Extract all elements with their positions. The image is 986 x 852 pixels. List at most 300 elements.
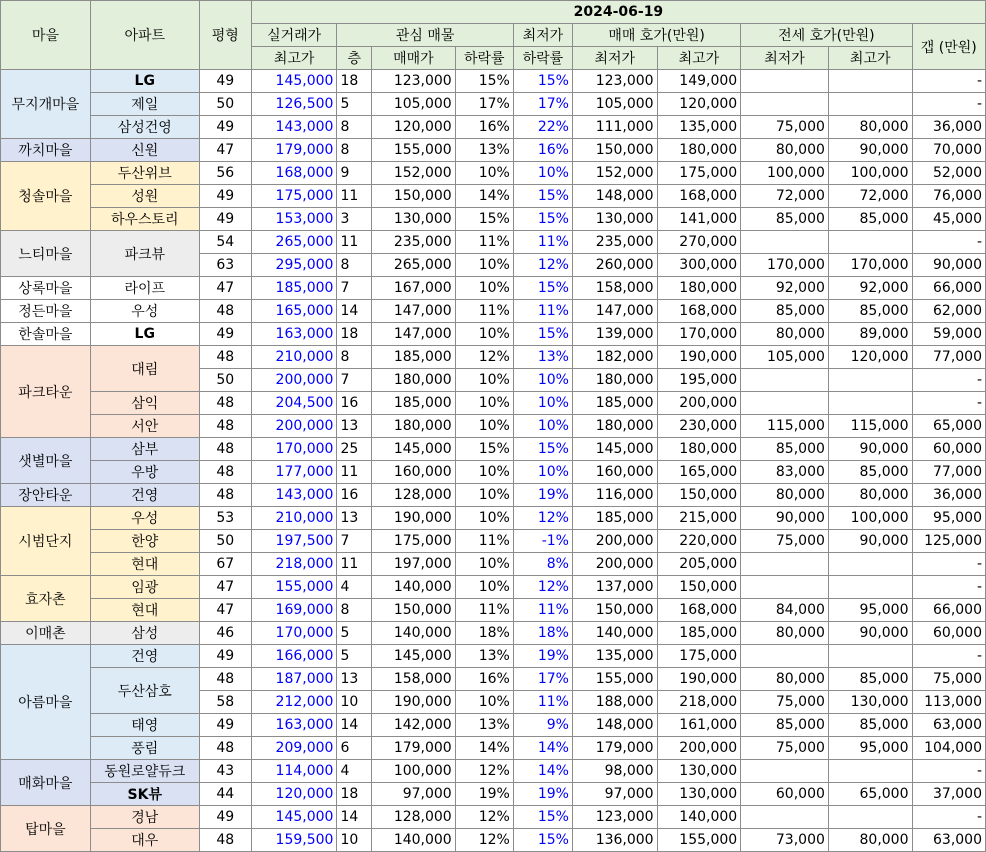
- header-sale-quote: 매매 호가(만원): [572, 24, 740, 47]
- village-cell: 무지개마을: [1, 70, 91, 139]
- drop-rate-cell: 10%: [455, 484, 513, 507]
- table-row: [1, 139, 986, 162]
- table-row: [1, 737, 986, 760]
- sale-max-cell: 150,000: [657, 484, 741, 507]
- sale-min-cell: 111,000: [572, 116, 657, 139]
- min-drop-rate-cell: 14%: [513, 760, 572, 783]
- sale-max-cell: 130,000: [657, 783, 741, 806]
- sale-price-cell: 167,000: [372, 277, 456, 300]
- sale-min-cell: 136,000: [572, 829, 657, 852]
- floor-cell: 5: [337, 622, 372, 645]
- gap-cell: 77,000: [912, 461, 986, 484]
- jeonse-min-cell: [741, 576, 829, 599]
- sale-price-cell: 180,000: [372, 369, 456, 392]
- min-drop-rate-cell: 16%: [513, 139, 572, 162]
- sale-max-cell: 200,000: [657, 392, 741, 415]
- jeonse-min-cell: [741, 806, 829, 829]
- sale-max-cell: 215,000: [657, 507, 741, 530]
- jeonse-min-cell: 115,000: [741, 415, 829, 438]
- jeonse-min-cell: 100,000: [741, 162, 829, 185]
- drop-rate-cell: 17%: [455, 93, 513, 116]
- apartment-cell: 두산삼호: [90, 668, 199, 714]
- apartment-cell: LG: [90, 70, 199, 93]
- village-cell: 상록마을: [1, 277, 91, 300]
- sale-max-cell: 140,000: [657, 806, 741, 829]
- drop-rate-cell: 11%: [455, 599, 513, 622]
- floor-cell: 7: [337, 277, 372, 300]
- pyeong-cell: 48: [199, 438, 251, 461]
- actual-high-cell: 120,000: [251, 783, 337, 806]
- gap-cell: -: [912, 70, 986, 93]
- drop-rate-cell: 10%: [455, 254, 513, 277]
- actual-high-cell: 170,000: [251, 622, 337, 645]
- pyeong-cell: 63: [199, 254, 251, 277]
- jeonse-max-cell: 65,000: [828, 783, 912, 806]
- sale-max-cell: 175,000: [657, 645, 741, 668]
- jeonse-max-cell: [828, 93, 912, 116]
- pyeong-cell: 49: [199, 645, 251, 668]
- table-row: [1, 231, 986, 254]
- header-jeonse-max: 최고가: [828, 47, 912, 70]
- jeonse-max-cell: 85,000: [828, 714, 912, 737]
- sale-price-cell: 190,000: [372, 691, 456, 714]
- sale-price-cell: 145,000: [372, 645, 456, 668]
- min-drop-rate-cell: 10%: [513, 369, 572, 392]
- floor-cell: 13: [337, 415, 372, 438]
- jeonse-max-cell: 85,000: [828, 668, 912, 691]
- jeonse-min-cell: [741, 93, 829, 116]
- jeonse-min-cell: [741, 70, 829, 93]
- floor-cell: 11: [337, 231, 372, 254]
- min-drop-rate-cell: 10%: [513, 162, 572, 185]
- jeonse-max-cell: 72,000: [828, 185, 912, 208]
- village-cell: 아름마을: [1, 645, 91, 760]
- gap-cell: 45,000: [912, 208, 986, 231]
- drop-rate-cell: 10%: [455, 415, 513, 438]
- sale-max-cell: 161,000: [657, 714, 741, 737]
- actual-high-cell: 197,500: [251, 530, 337, 553]
- table-row: [1, 645, 986, 668]
- apartment-cell: 경남: [90, 806, 199, 829]
- min-drop-rate-cell: 22%: [513, 116, 572, 139]
- pyeong-cell: 48: [199, 346, 251, 369]
- actual-high-cell: 170,000: [251, 438, 337, 461]
- sale-price-cell: 140,000: [372, 622, 456, 645]
- drop-rate-cell: 14%: [455, 185, 513, 208]
- gap-cell: 59,000: [912, 323, 986, 346]
- apartment-cell: 우성: [90, 300, 199, 323]
- sale-max-cell: 150,000: [657, 576, 741, 599]
- sale-price-cell: 179,000: [372, 737, 456, 760]
- gap-cell: -: [912, 806, 986, 829]
- drop-rate-cell: 19%: [455, 783, 513, 806]
- jeonse-max-cell: 90,000: [828, 438, 912, 461]
- sale-min-cell: 97,000: [572, 783, 657, 806]
- sale-price-cell: 145,000: [372, 438, 456, 461]
- jeonse-max-cell: [828, 231, 912, 254]
- sale-min-cell: 180,000: [572, 369, 657, 392]
- actual-high-cell: 218,000: [251, 553, 337, 576]
- table-row: [1, 714, 986, 737]
- gap-cell: 36,000: [912, 116, 986, 139]
- gap-cell: 77,000: [912, 346, 986, 369]
- actual-high-cell: 187,000: [251, 668, 337, 691]
- jeonse-max-cell: [828, 576, 912, 599]
- floor-cell: 5: [337, 93, 372, 116]
- jeonse-min-cell: 92,000: [741, 277, 829, 300]
- jeonse-max-cell: 85,000: [828, 300, 912, 323]
- village-cell: 청솔마을: [1, 162, 91, 231]
- min-drop-rate-cell: 17%: [513, 668, 572, 691]
- sale-min-cell: 148,000: [572, 185, 657, 208]
- sale-price-cell: 265,000: [372, 254, 456, 277]
- gap-cell: 66,000: [912, 599, 986, 622]
- gap-cell: 60,000: [912, 438, 986, 461]
- sale-price-cell: 100,000: [372, 760, 456, 783]
- actual-high-cell: 209,000: [251, 737, 337, 760]
- drop-rate-cell: 11%: [455, 300, 513, 323]
- gap-cell: 63,000: [912, 829, 986, 852]
- floor-cell: 8: [337, 599, 372, 622]
- sale-price-cell: 158,000: [372, 668, 456, 691]
- actual-high-cell: 295,000: [251, 254, 337, 277]
- pyeong-cell: 44: [199, 783, 251, 806]
- pyeong-cell: 48: [199, 484, 251, 507]
- min-drop-rate-cell: 10%: [513, 392, 572, 415]
- drop-rate-cell: 15%: [455, 438, 513, 461]
- apartment-cell: 삼성건영: [90, 116, 199, 139]
- floor-cell: 8: [337, 116, 372, 139]
- header-sale-price: 매매가: [372, 47, 456, 70]
- pyeong-cell: 50: [199, 369, 251, 392]
- actual-high-cell: 175,000: [251, 185, 337, 208]
- sale-max-cell: 120,000: [657, 93, 741, 116]
- actual-high-cell: 163,000: [251, 323, 337, 346]
- jeonse-min-cell: 75,000: [741, 737, 829, 760]
- actual-high-cell: 212,000: [251, 691, 337, 714]
- min-drop-rate-cell: 18%: [513, 622, 572, 645]
- sale-min-cell: 116,000: [572, 484, 657, 507]
- actual-high-cell: 114,000: [251, 760, 337, 783]
- sale-min-cell: 105,000: [572, 93, 657, 116]
- min-drop-rate-cell: 11%: [513, 300, 572, 323]
- pyeong-cell: 47: [199, 576, 251, 599]
- drop-rate-cell: 10%: [455, 277, 513, 300]
- actual-high-cell: 153,000: [251, 208, 337, 231]
- table-row: [1, 530, 986, 553]
- sale-min-cell: 180,000: [572, 415, 657, 438]
- apartment-cell: 건영: [90, 645, 199, 668]
- jeonse-min-cell: 90,000: [741, 507, 829, 530]
- gap-cell: 90,000: [912, 254, 986, 277]
- pyeong-cell: 48: [199, 392, 251, 415]
- pyeong-cell: 48: [199, 737, 251, 760]
- jeonse-max-cell: 120,000: [828, 346, 912, 369]
- apartment-cell: 성원: [90, 185, 199, 208]
- sale-max-cell: 168,000: [657, 300, 741, 323]
- jeonse-max-cell: [828, 553, 912, 576]
- min-drop-rate-cell: 12%: [513, 576, 572, 599]
- gap-cell: -: [912, 93, 986, 116]
- floor-cell: 8: [337, 346, 372, 369]
- table-row: [1, 461, 986, 484]
- table-row: [1, 507, 986, 530]
- drop-rate-cell: 10%: [455, 323, 513, 346]
- min-drop-rate-cell: 13%: [513, 346, 572, 369]
- apartment-cell: 우방: [90, 461, 199, 484]
- table-row: [1, 576, 986, 599]
- jeonse-max-cell: 89,000: [828, 323, 912, 346]
- apartment-cell: 삼익: [90, 392, 199, 415]
- table-row: [1, 415, 986, 438]
- jeonse-max-cell: 85,000: [828, 208, 912, 231]
- table-row: [1, 208, 986, 231]
- floor-cell: 18: [337, 70, 372, 93]
- sale-min-cell: 185,000: [572, 392, 657, 415]
- jeonse-max-cell: 90,000: [828, 139, 912, 162]
- jeonse-min-cell: [741, 645, 829, 668]
- apartment-cell: 제일: [90, 93, 199, 116]
- header-floor: 층: [337, 47, 372, 70]
- apartment-cell: 두산위브: [90, 162, 199, 185]
- gap-cell: -: [912, 392, 986, 415]
- floor-cell: 16: [337, 484, 372, 507]
- jeonse-max-cell: 115,000: [828, 415, 912, 438]
- village-cell: 느티마을: [1, 231, 91, 277]
- jeonse-min-cell: 85,000: [741, 208, 829, 231]
- apartment-cell: 현대: [90, 599, 199, 622]
- floor-cell: 11: [337, 553, 372, 576]
- header-village: 마을: [1, 1, 91, 70]
- jeonse-min-cell: 80,000: [741, 622, 829, 645]
- table-row: [1, 185, 986, 208]
- jeonse-min-cell: [741, 553, 829, 576]
- sale-min-cell: 148,000: [572, 714, 657, 737]
- sale-min-cell: 123,000: [572, 806, 657, 829]
- table-row: [1, 346, 986, 369]
- apartment-cell: 현대: [90, 553, 199, 576]
- table-row: [1, 438, 986, 461]
- drop-rate-cell: 15%: [455, 208, 513, 231]
- gap-cell: 37,000: [912, 783, 986, 806]
- drop-rate-cell: 16%: [455, 116, 513, 139]
- sale-min-cell: 152,000: [572, 162, 657, 185]
- sale-price-cell: 235,000: [372, 231, 456, 254]
- header-min-top: 최저가: [513, 24, 572, 47]
- apartment-cell: 라이프: [90, 277, 199, 300]
- jeonse-max-cell: 95,000: [828, 599, 912, 622]
- sale-min-cell: 130,000: [572, 208, 657, 231]
- apartment-cell: 우성: [90, 507, 199, 530]
- pyeong-cell: 48: [199, 829, 251, 852]
- drop-rate-cell: 12%: [455, 346, 513, 369]
- header-jeonse-min: 최저가: [741, 47, 829, 70]
- sale-max-cell: 185,000: [657, 622, 741, 645]
- sale-price-cell: 128,000: [372, 484, 456, 507]
- min-drop-rate-cell: 14%: [513, 737, 572, 760]
- floor-cell: 10: [337, 691, 372, 714]
- sale-price-cell: 140,000: [372, 576, 456, 599]
- actual-high-cell: 200,000: [251, 369, 337, 392]
- apartment-cell: 건영: [90, 484, 199, 507]
- pyeong-cell: 58: [199, 691, 251, 714]
- village-cell: 한솔마을: [1, 323, 91, 346]
- header-sale-min: 최저가: [572, 47, 657, 70]
- drop-rate-cell: 16%: [455, 668, 513, 691]
- pyeong-cell: 43: [199, 760, 251, 783]
- sale-price-cell: 128,000: [372, 806, 456, 829]
- gap-cell: 60,000: [912, 622, 986, 645]
- header-interest: 관심 매물: [337, 24, 513, 47]
- actual-high-cell: 145,000: [251, 70, 337, 93]
- actual-high-cell: 204,500: [251, 392, 337, 415]
- floor-cell: 7: [337, 530, 372, 553]
- gap-cell: 125,000: [912, 530, 986, 553]
- min-drop-rate-cell: 15%: [513, 438, 572, 461]
- sale-min-cell: 137,000: [572, 576, 657, 599]
- actual-high-cell: 200,000: [251, 415, 337, 438]
- jeonse-max-cell: 90,000: [828, 530, 912, 553]
- floor-cell: 9: [337, 162, 372, 185]
- village-cell: 이매촌: [1, 622, 91, 645]
- apartment-cell: 풍림: [90, 737, 199, 760]
- jeonse-max-cell: [828, 806, 912, 829]
- sale-price-cell: 155,000: [372, 139, 456, 162]
- apartment-cell: 대림: [90, 346, 199, 392]
- jeonse-max-cell: [828, 645, 912, 668]
- jeonse-max-cell: 85,000: [828, 461, 912, 484]
- min-drop-rate-cell: 12%: [513, 254, 572, 277]
- jeonse-min-cell: 80,000: [741, 139, 829, 162]
- sale-price-cell: 105,000: [372, 93, 456, 116]
- sale-min-cell: 150,000: [572, 599, 657, 622]
- floor-cell: 16: [337, 392, 372, 415]
- drop-rate-cell: 18%: [455, 622, 513, 645]
- sale-price-cell: 97,000: [372, 783, 456, 806]
- floor-cell: 11: [337, 185, 372, 208]
- jeonse-min-cell: [741, 369, 829, 392]
- village-cell: 까치마을: [1, 139, 91, 162]
- apartment-cell: 파크뷰: [90, 231, 199, 277]
- apartment-cell: 삼성: [90, 622, 199, 645]
- floor-cell: 25: [337, 438, 372, 461]
- gap-cell: -: [912, 553, 986, 576]
- apartment-cell: 삼부: [90, 438, 199, 461]
- jeonse-max-cell: 130,000: [828, 691, 912, 714]
- sale-max-cell: 180,000: [657, 277, 741, 300]
- gap-cell: -: [912, 645, 986, 668]
- jeonse-max-cell: 170,000: [828, 254, 912, 277]
- drop-rate-cell: 14%: [455, 737, 513, 760]
- pyeong-cell: 49: [199, 116, 251, 139]
- jeonse-max-cell: 100,000: [828, 507, 912, 530]
- drop-rate-cell: 10%: [455, 461, 513, 484]
- sale-price-cell: 147,000: [372, 323, 456, 346]
- actual-high-cell: 143,000: [251, 116, 337, 139]
- table-body: [1, 70, 986, 852]
- sale-price-cell: 147,000: [372, 300, 456, 323]
- pyeong-cell: 50: [199, 530, 251, 553]
- actual-high-cell: 265,000: [251, 231, 337, 254]
- min-drop-rate-cell: 12%: [513, 507, 572, 530]
- header-sale-max: 최고가: [657, 47, 741, 70]
- sale-min-cell: 150,000: [572, 139, 657, 162]
- jeonse-min-cell: 60,000: [741, 783, 829, 806]
- sale-min-cell: 160,000: [572, 461, 657, 484]
- jeonse-min-cell: [741, 231, 829, 254]
- pyeong-cell: 48: [199, 668, 251, 691]
- pyeong-cell: 47: [199, 599, 251, 622]
- sale-max-cell: 130,000: [657, 760, 741, 783]
- pyeong-cell: 67: [199, 553, 251, 576]
- pyeong-cell: 49: [199, 185, 251, 208]
- pyeong-cell: 47: [199, 277, 251, 300]
- pyeong-cell: 49: [199, 208, 251, 231]
- jeonse-max-cell: 95,000: [828, 737, 912, 760]
- sale-price-cell: 150,000: [372, 185, 456, 208]
- sale-price-cell: 120,000: [372, 116, 456, 139]
- sale-price-cell: 185,000: [372, 346, 456, 369]
- table-row: [1, 392, 986, 415]
- sale-min-cell: 200,000: [572, 530, 657, 553]
- pyeong-cell: 50: [199, 93, 251, 116]
- gap-cell: 52,000: [912, 162, 986, 185]
- sale-min-cell: 145,000: [572, 438, 657, 461]
- drop-rate-cell: 12%: [455, 806, 513, 829]
- header-gap: 갭 (만원): [912, 24, 986, 70]
- table-row: [1, 622, 986, 645]
- drop-rate-cell: 13%: [455, 645, 513, 668]
- sale-min-cell: 260,000: [572, 254, 657, 277]
- floor-cell: 14: [337, 300, 372, 323]
- gap-cell: -: [912, 576, 986, 599]
- village-cell: 정든마을: [1, 300, 91, 323]
- min-drop-rate-cell: 15%: [513, 323, 572, 346]
- jeonse-min-cell: 80,000: [741, 484, 829, 507]
- gap-cell: 104,000: [912, 737, 986, 760]
- floor-cell: 18: [337, 323, 372, 346]
- sale-max-cell: 141,000: [657, 208, 741, 231]
- sale-min-cell: 140,000: [572, 622, 657, 645]
- drop-rate-cell: 10%: [455, 576, 513, 599]
- gap-cell: 75,000: [912, 668, 986, 691]
- village-cell: 장안타운: [1, 484, 91, 507]
- min-drop-rate-cell: 15%: [513, 70, 572, 93]
- floor-cell: 4: [337, 576, 372, 599]
- min-drop-rate-cell: 11%: [513, 231, 572, 254]
- floor-cell: 13: [337, 507, 372, 530]
- sale-min-cell: 147,000: [572, 300, 657, 323]
- pyeong-cell: 48: [199, 415, 251, 438]
- gap-cell: 63,000: [912, 714, 986, 737]
- min-drop-rate-cell: 10%: [513, 461, 572, 484]
- apartment-cell: 대우: [90, 829, 199, 852]
- drop-rate-cell: 12%: [455, 829, 513, 852]
- jeonse-min-cell: 84,000: [741, 599, 829, 622]
- jeonse-max-cell: 80,000: [828, 829, 912, 852]
- village-cell: 샛별마을: [1, 438, 91, 484]
- sale-min-cell: 179,000: [572, 737, 657, 760]
- gap-cell: 62,000: [912, 300, 986, 323]
- min-drop-rate-cell: 19%: [513, 783, 572, 806]
- min-drop-rate-cell: 17%: [513, 93, 572, 116]
- jeonse-min-cell: 83,000: [741, 461, 829, 484]
- sale-max-cell: 135,000: [657, 116, 741, 139]
- min-drop-rate-cell: 19%: [513, 484, 572, 507]
- min-drop-rate-cell: 9%: [513, 714, 572, 737]
- pyeong-cell: 48: [199, 300, 251, 323]
- sale-price-cell: 123,000: [372, 70, 456, 93]
